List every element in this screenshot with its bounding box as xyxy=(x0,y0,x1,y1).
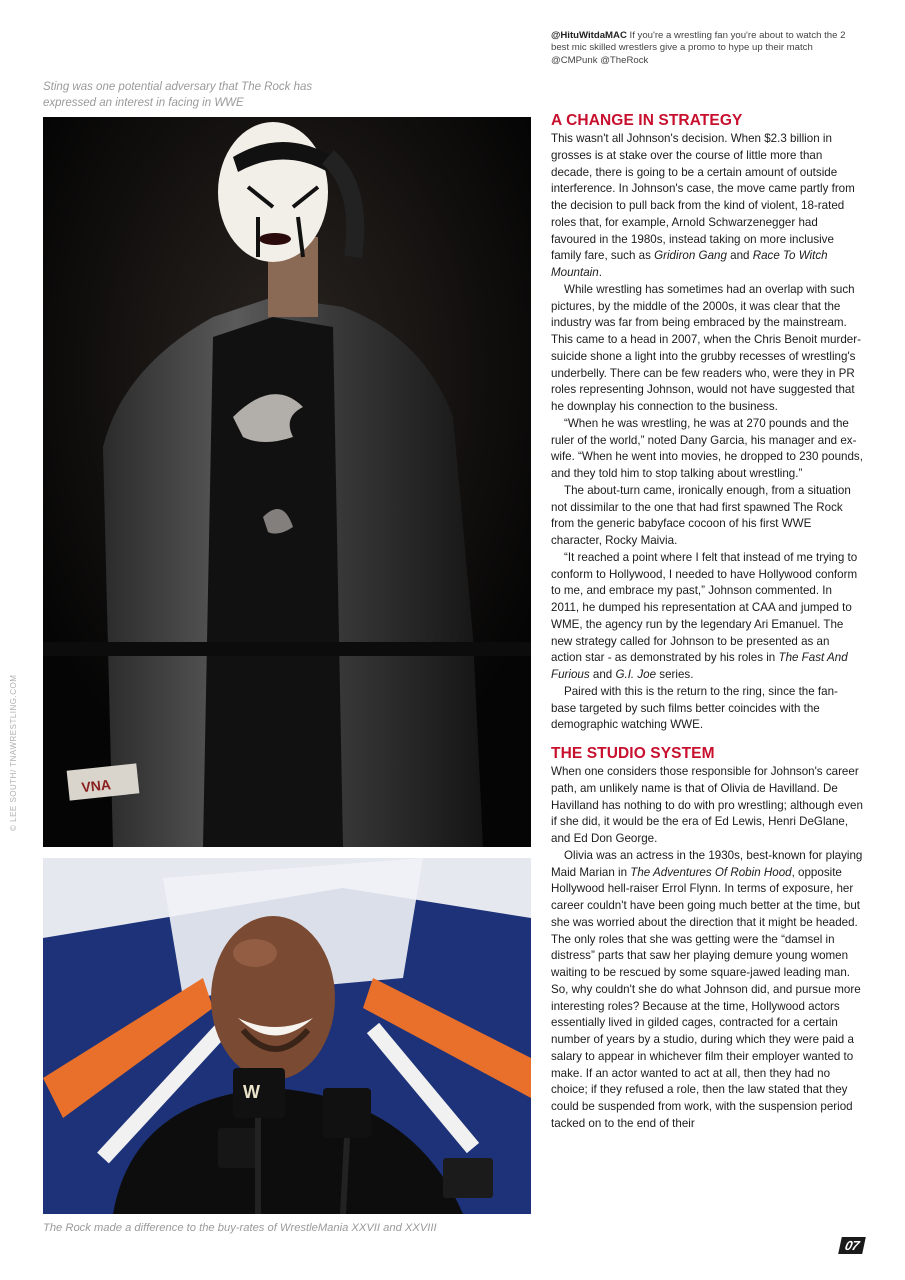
section-heading-studio-system: THE STUDIO SYSTEM xyxy=(551,745,715,762)
film-title: The Adventures Of Robin Hood xyxy=(630,865,792,879)
section-gap xyxy=(551,734,863,744)
article-paragraph: The about-turn came, ironically enough, from a situation not dissimilar to the one that had first spawned The Rock from the generic babyface cocoon of his first WWE character, Rocky Maivia. xyxy=(551,483,851,547)
photo-caption-bottom: The Rock made a difference to the buy-rates of WrestleMania XXVII and XXVIII xyxy=(43,1222,437,1234)
paragraph-text: , opposite Hollywood hell-raiser Errol Flynn. In terms of exposure, her career couldn't have been going much better at the time, but she was worried about the direction that it might be headed. The only roles that she was getting were the “damsel in distress” parts that saw her playing demure young women waiting to be rescued by some square-jawed leading man. So, why couldn't she do what Johnson did, and pursue more interesting roles? Because at the time, Hollywood actors essentially lived in gilded cages, contracted for a certain number of years by a studio, during which they were paid a salary to appear in whichever film their employer wanted to make. If an actor wanted to act at all, then they had no choice; if they refused a role, then the law stated that they could be suspended from work, with the suspension period tacked on to the end of their xyxy=(551,865,861,1130)
section-heading-strategy: A CHANGE IN STRATEGY xyxy=(551,112,743,129)
tweet-text: If you're a wrestling fan you're about to watch the 2 best mic skilled wrestlers give a promo to hype up their match @CMPunk @TheRock xyxy=(551,30,846,66)
tweet-handle: @HituWitdaMAC xyxy=(551,30,627,41)
article-paragraph xyxy=(551,848,863,1133)
paragraph-text: This wasn't all Johnson's decision. When $2.3 billion in grosses is at stake over the course of little more than decade, there is going to be a certain amount of outside interference. In Johnson's case, the move came partly from the decision to pull back from the kind of violent, 18-rated roles that, for example, Arnold Schwarzenegger had favoured in the 1980s, instead taking on more inclusive family fare, such as xyxy=(551,132,855,263)
article-paragraph xyxy=(551,550,863,684)
article-paragraph: Paired with this is the return to the ring, since the fan-base targeted by such films better coincides with the demographic watching WWE. xyxy=(551,684,838,732)
paragraph-text: . xyxy=(598,266,602,279)
film-title: Race To Witch Mountain xyxy=(551,249,828,279)
photo-caption-top: Sting was one potential adversary that The Rock has expressed an interest in facing in WWE xyxy=(43,81,313,109)
paragraph-text: Olivia was an actress in the 1930s, best-known for playing Maid Marian in xyxy=(551,848,863,879)
paragraph-text: series. xyxy=(656,668,694,681)
film-title: Gridiron Gang xyxy=(654,249,727,263)
paragraph-text: and xyxy=(589,668,616,681)
vna-banner-text: VNA xyxy=(80,776,112,796)
photo-credit: © LEE SOUTH/ TNAWRESTLING.COM xyxy=(9,674,18,831)
tweet-callout xyxy=(551,30,851,67)
page-number: 07 xyxy=(838,1237,866,1254)
article-paragraph: “When he was wrestling, he was at 270 pounds and the ruler of the world,” noted Dany Garcia, his manager and ex-wife. “When he went into movies, he dropped to 230 pounds, and they told him to stop talking about wrestling.” xyxy=(551,416,863,480)
sting-photo xyxy=(43,117,531,847)
article-paragraph xyxy=(551,131,863,282)
paragraph-text: and xyxy=(726,249,753,263)
the-rock-photo xyxy=(43,858,531,1214)
article-paragraph: While wrestling has sometimes had an overlap with such pictures, by the middle of the 2000s, it was clear that the industry was far from being embraced by the mainstream. This came to a head in 2007, when the Chris Benoit murder-suicide shone a light into the grubby recesses of wrestling's underbelly. There can be few readers who, were they in PR roles representing Johnson, would not have suggested that he downplay his connection to the business. xyxy=(551,282,861,413)
article-body xyxy=(551,111,863,1133)
svg-text:W: W xyxy=(243,1082,260,1102)
article-paragraph: When one considers those responsible for Johnson's career path, am unlikely name is that of Olivia de Havilland. De Havilland has nothing to do with pro wrestling; although even if she did, it would be the era of Ed Lewis, Henri DeGlane, and Ed Don George. xyxy=(551,765,863,845)
film-title: The Fast And Furious xyxy=(551,651,848,681)
film-title: G.I. Joe xyxy=(615,668,657,681)
paragraph-text: “It reached a point where I felt that instead of me trying to conform to Hollywood, I needed to have Hollywood conform to me, and embrace my past,” Johnson commented. In 2011, he dumped his representation at CAA and jumped to WME, the agency run by the legendary Ari Emanuel. The new strategy called for Johnson to be presented as an action star - as demonstrated by his roles in xyxy=(551,550,858,665)
